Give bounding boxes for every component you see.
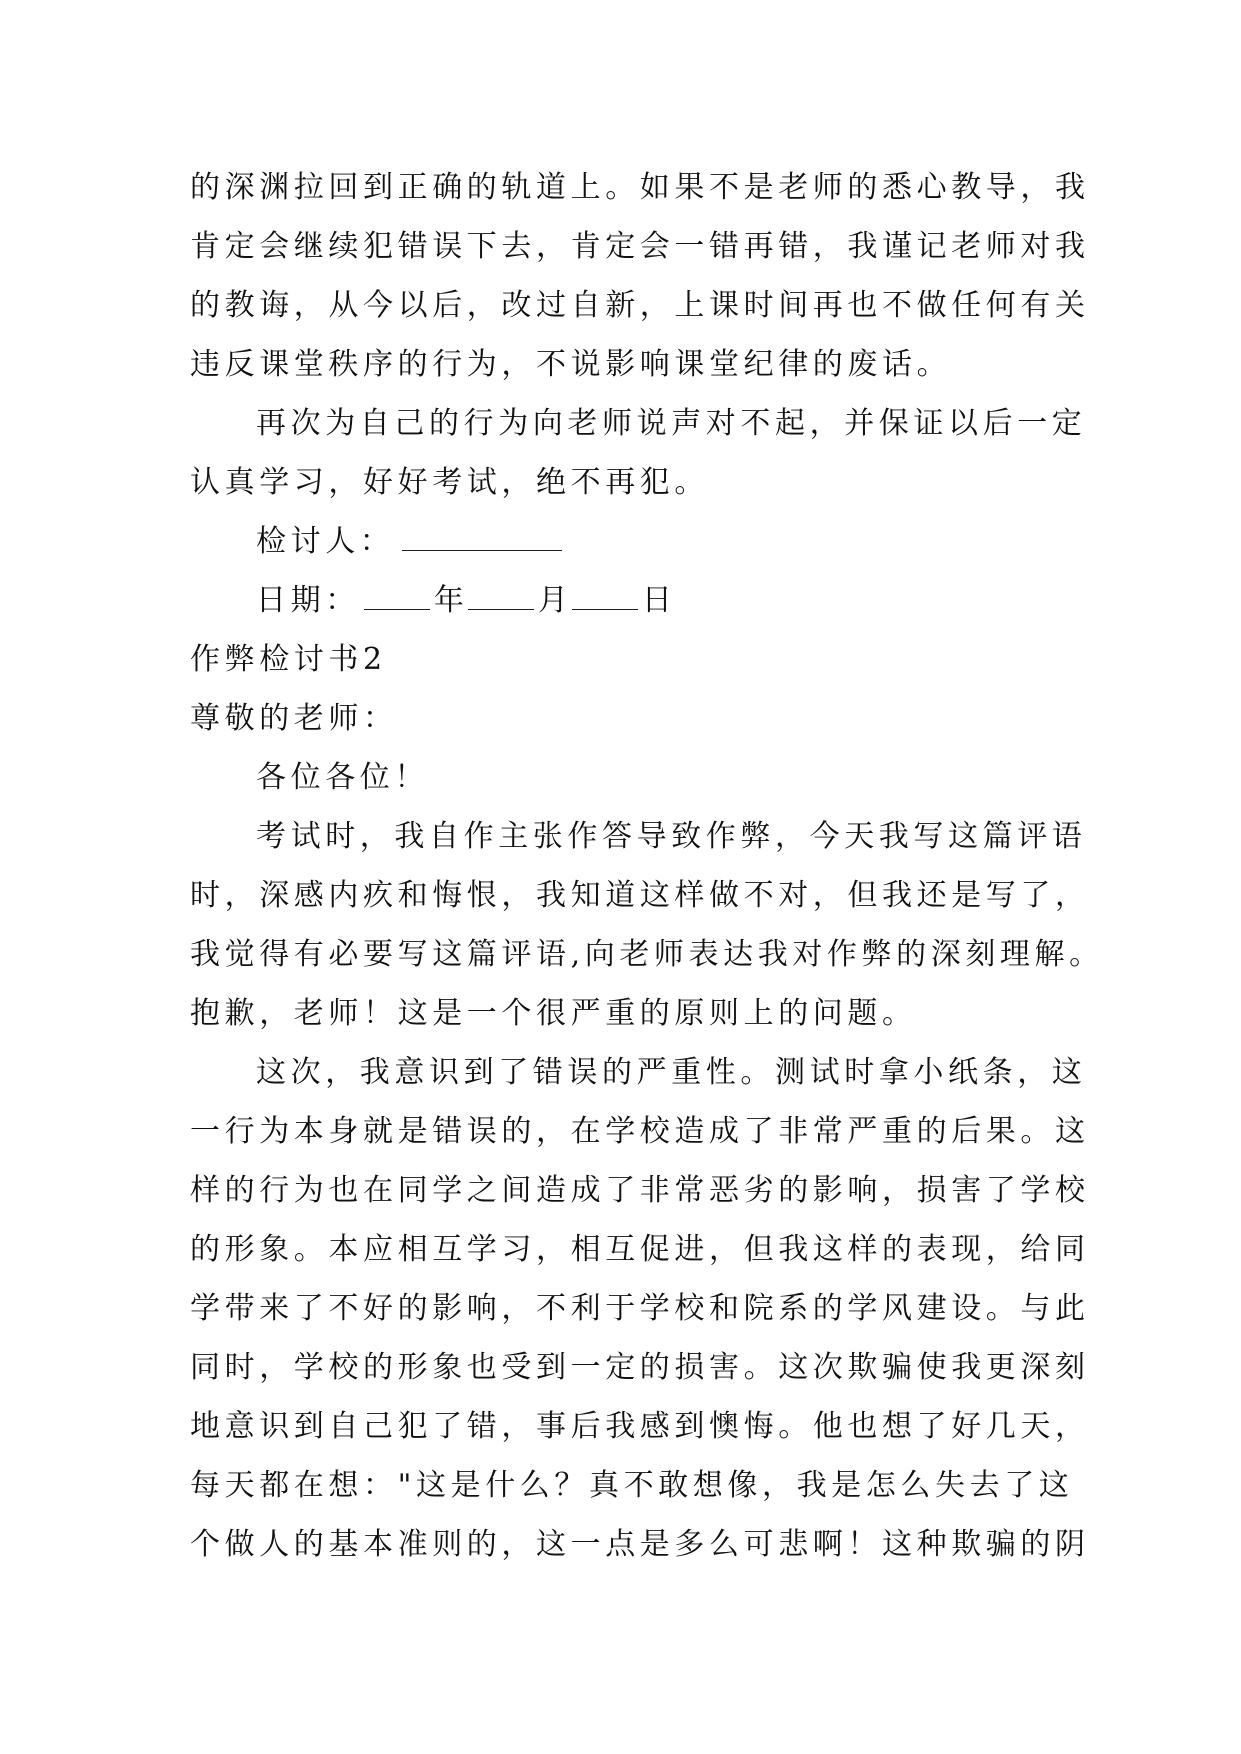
body-text-line: 再次为自己的行为向老师说声对不起，并保证以后一定 <box>256 406 1087 441</box>
body-text-line: 的深渊拉回到正确的轨道上。如果不是老师的悉心教导，我 <box>190 170 1090 205</box>
body-text-line: 一行为本身就是错误的，在学校造成了非常严重的后果。这 <box>190 1114 1090 1149</box>
body-text-line: 的形象。本应相互学习，相互促进，但我这样的表现，给同 <box>190 1232 1090 1267</box>
body-text-line: 考试时，我自作主张作答导致作弊，今天我写这篇评语 <box>256 819 1087 854</box>
body-text-line: 的教诲，从今以后，改过自新，上课时间再也不做任何有关 <box>190 288 1090 323</box>
greeting: 各位各位！ <box>256 760 429 795</box>
body-text-line: 个做人的基本准则的，这一点是多么可悲啊！这种欺骗的阴 <box>190 1527 1090 1562</box>
signer-blank <box>402 526 562 551</box>
body-text-line: 学带来了不好的影响，不利于学校和院系的学风建设。与此 <box>190 1291 1090 1326</box>
body-text-line: 时，深感内疚和悔恨，我知道这样做不对，但我还是写了， <box>190 878 1090 913</box>
body-text-line: 违反课堂秩序的行为，不说影响课堂纪律的废话。 <box>190 347 952 382</box>
document-body <box>190 158 1104 1574</box>
date-label: 日期： <box>256 583 360 618</box>
month-blank <box>468 585 534 610</box>
body-text-line: 样的行为也在同学之间造成了非常恶劣的影响，损害了学校 <box>190 1173 1090 1208</box>
body-text-line: 抱歉，老师！这是一个很严重的原则上的问题。 <box>190 996 917 1031</box>
year-blank <box>364 585 430 610</box>
month-label: 月 <box>537 583 568 618</box>
body-text-line: 每天都在想："这是什么？真不敢想像，我是怎么失去了这 <box>190 1468 1074 1503</box>
body-text-line: 这次，我意识到了错误的严重性。测试时拿小纸条，这 <box>256 1055 1087 1090</box>
body-text-line: 肯定会继续犯错误下去，肯定会一错再错，我谨记老师对我 <box>190 229 1090 264</box>
section-title: 作弊检讨书2 <box>190 642 387 677</box>
salutation: 尊敬的老师： <box>190 701 398 736</box>
body-text-line: 认真学习，好好考试，绝不再犯。 <box>190 465 709 500</box>
body-text-line: 同时，学校的形象也受到一定的损害。这次欺骗使我更深刻 <box>190 1350 1090 1385</box>
body-text-line: 地意识到自己犯了错，事后我感到懊悔。他也想了好几天， <box>190 1409 1090 1444</box>
signer-line <box>190 512 1050 571</box>
year-label: 年 <box>433 583 464 618</box>
date-line <box>190 571 1050 630</box>
signer-label: 检讨人： <box>256 524 395 559</box>
day-blank <box>572 585 638 610</box>
day-label: 日 <box>641 583 672 618</box>
body-text-line: 我觉得有必要写这篇评语,向老师表达我对作弊的深刻理解。 <box>190 937 1104 972</box>
